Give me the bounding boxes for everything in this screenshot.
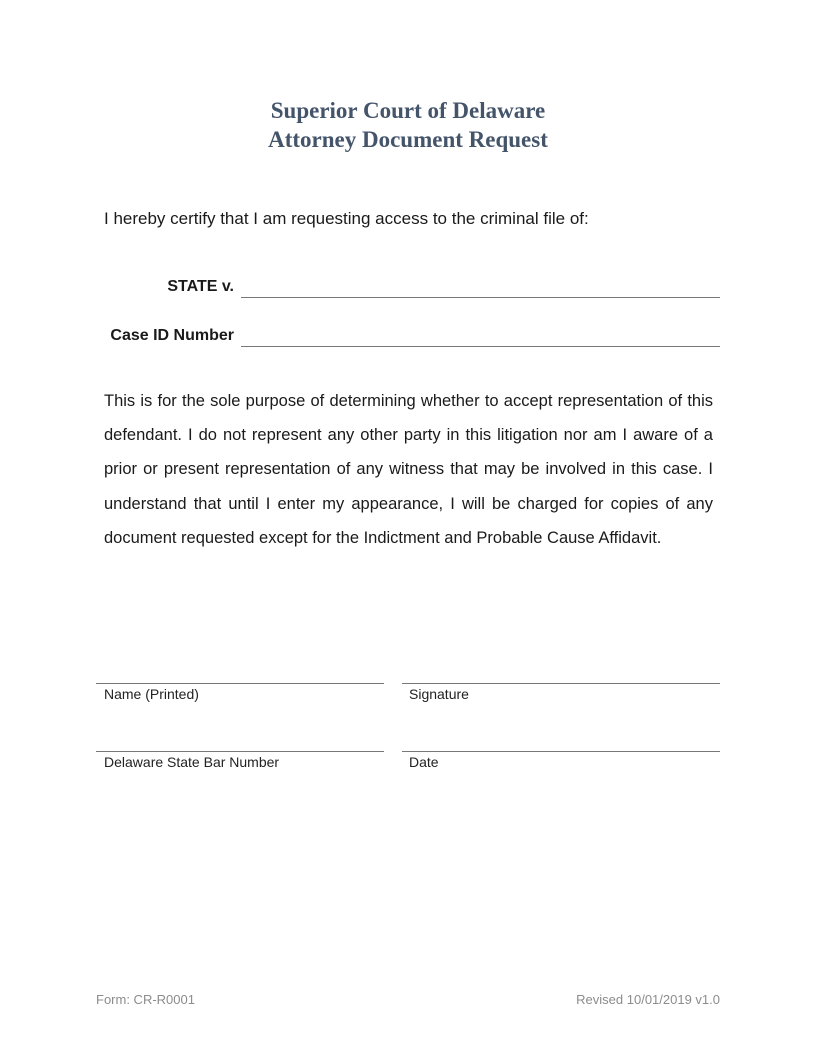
state-label: STATE v. bbox=[167, 278, 234, 295]
case-id-label: Case ID Number bbox=[110, 327, 234, 344]
page-title bbox=[0, 96, 816, 154]
form-id: Form: CR-R0001 bbox=[96, 992, 195, 1007]
date-label: Date bbox=[409, 754, 439, 770]
certify-statement: I hereby certify that I am requesting access to the criminal file of: bbox=[104, 209, 589, 228]
name-line[interactable] bbox=[96, 683, 384, 684]
revision-note: Revised 10/01/2019 v1.0 bbox=[576, 992, 720, 1007]
purpose-paragraph: This is for the sole purpose of determining whether to accept representation of this defendant. I do not represent any other party in this litigation nor am I aware of a prior or present representation of any witness that may be involved in this case. I understand that until I enter my appearance, I will be charged for copies of any document requested except for the Indictment and Probable Cause Affidavit. bbox=[104, 392, 713, 547]
case-id-input-line[interactable] bbox=[241, 346, 720, 347]
name-label: Name (Printed) bbox=[104, 686, 199, 702]
court-name: Superior Court of Delaware bbox=[270, 98, 546, 123]
signature-label: Signature bbox=[409, 686, 469, 702]
date-line[interactable] bbox=[402, 751, 720, 752]
bar-number-label: Delaware State Bar Number bbox=[104, 754, 280, 770]
bar-number-line[interactable] bbox=[96, 751, 384, 752]
state-input-line[interactable] bbox=[241, 297, 720, 298]
signature-line[interactable] bbox=[402, 683, 720, 684]
form-name: Attorney Document Request bbox=[268, 127, 548, 152]
